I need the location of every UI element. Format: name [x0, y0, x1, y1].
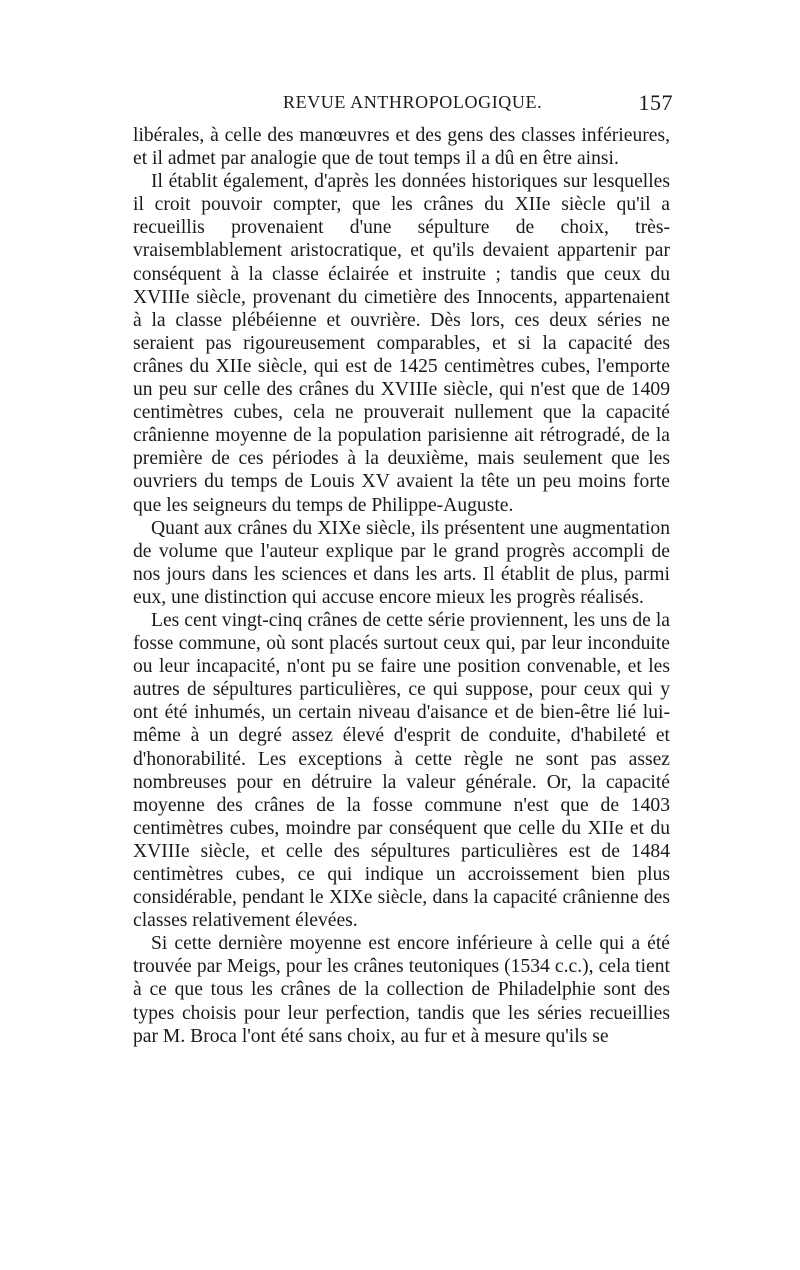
body-text [133, 124, 670, 1048]
running-head: REVUE ANTHROPOLOGIQUE. [283, 92, 543, 112]
paragraph-historical-data: Il établit également, d'après les données historiques sur lesquelles il croit pouvoir compter, que les crânes du XIIe siècle qu'il a recueillis provenaient d'une sépulture de choix, très-vraisemblablement aristocratique, et qu'ils devaient appartenir par conséquent à la classe éclairée et instruite ; tandis que ceux du XVIIIe siècle, provenant du cimetière des Innocents, appartenaient à la classe plébéienne et ouvrière. Dès lors, ces deux séries ne seraient pas rigoureusement comparables, et si la capacité des crânes du XIIe siècle, qui est de 1425 centimètres cubes, l'emporte un peu sur celle des crânes du XVIIIe siècle, qui n'est que de 1409 centimètres cubes, cela ne prouverait nullement que la capacité crânienne moyenne de la population parisienne ait rétrogradé, de la première de ces périodes à la deuxième, mais seulement que les ouvriers du temps de Louis XV avaient la tête un peu moins forte que les seigneurs du temps de Philippe-Auguste. [133, 171, 670, 516]
page-header [133, 90, 673, 120]
paragraph-meigs-comparison: Si cette dernière moyenne est encore inférieure à celle qui a été trouvée par Meigs, pour les crânes teutoniques (1534 c.c.), cela tient à ce que tous les crânes de la collection de Philadelphie sont des types choisis pour leur perfection, tandis que les séries recueillies par M. Broca l'ont été sans choix, au fur et à mesure qu'ils se [133, 933, 670, 1047]
paragraph-continuation: libérales, à celle des manœuvres et des gens des classes inférieures, et il admet par analogie que de tout temps il a dû en être ainsi. [133, 125, 670, 170]
paragraph-series-origin: Les cent vingt-cinq crânes de cette série proviennent, les uns de la fosse commune, où sont placés surtout ceux qui, par leur inconduite ou leur incapacité, n'ont pu se faire une position convenable, et les autres de sépultures particulières, ce qui suppose, pour ceux qui y ont été inhumés, un certain niveau d'aisance et de bien-être lié lui-même à un degré assez élevé d'esprit de conduite, d'habileté et d'honorabilité. Les exceptions à cette règle ne sont pas assez nombreuses pour en détruire la valeur générale. Or, la capacité moyenne des crânes de la fosse commune n'est que de 1403 centimètres cubes, moindre par conséquent que celle du XIIe et du XVIIIe siècle, et celle des sépultures particulières est de 1484 centimètres cubes, ce qui indique un accroissement bien plus considérable, pendant le XIXe siècle, dans la capacité crânienne des classes relativement élevées. [133, 609, 670, 932]
paragraph-nineteenth-century: Quant aux crânes du XIXe siècle, ils présentent une augmentation de volume que l'auteur explique par le grand progrès accompli de nos jours dans les sciences et dans les arts. Il établit de plus, parmi eux, une distinction qui accuse encore mieux les progrès réalisés. [133, 517, 670, 608]
page-number: 157 [638, 90, 673, 115]
